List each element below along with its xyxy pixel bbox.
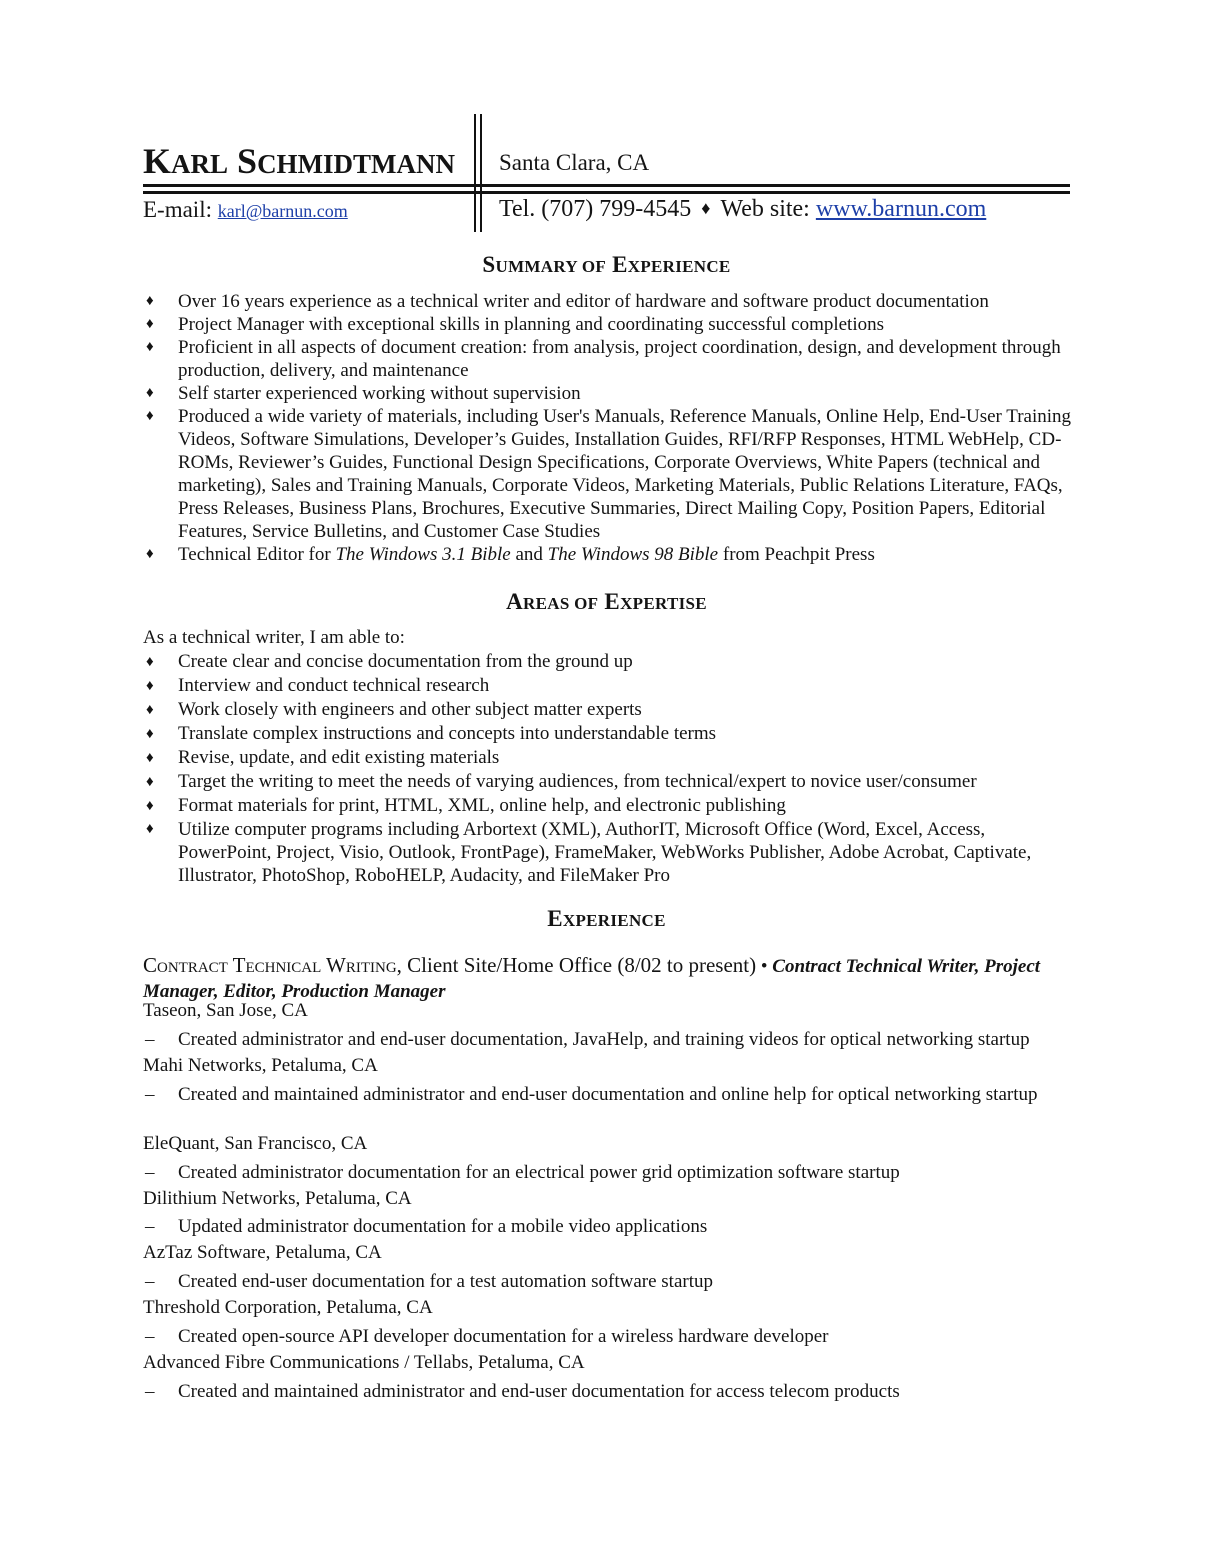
summary-item-text: Produced a wide variety of materials, including User's Manuals, Reference Manuals, Online Help, End-User Training Videos, Software Simulations, Developer’s Guides, Installation Guides, RFI/RFP Responses, HTML WebHelp, CD-ROMs, Reviewer’s Guides, Functional Design Specifications, Corporate Overviews, White Papers (technical and marketing), Sales and Training Manuals, Corporate Videos, Marketing Materials, Public Relations Literature, FAQs, Press Releases, Business Plans, Brochures, Executive Summaries, Direct Mailing Copy, Position Papers, Editorial Features, Service Bulletins, and Customer Case Studies (178, 406, 1072, 542)
expertise-list (143, 626, 1073, 887)
contact-row (499, 196, 986, 223)
client-description-text: Updated administrator documentation for a mobile video applications (178, 1216, 708, 1237)
heading-letter: A (506, 589, 524, 614)
summary-item (143, 336, 1073, 382)
summary-item (143, 382, 1073, 405)
diamond-bullet-icon: ♦ (146, 385, 154, 401)
title-part: ONTRACT (157, 960, 228, 976)
dash-bullet-icon: – (145, 1029, 155, 1050)
summary-item-text: Over 16 years experience as a technical writer and editor of hardware and software product documentation (178, 291, 989, 312)
expertise-item-text: Translate complex instructions and concepts into understandable terms (178, 723, 717, 744)
experience-heading (143, 906, 1070, 932)
client-description-text: Created and maintained administrator and end-user documentation and online help for optical networking startup (178, 1084, 1038, 1105)
client-name: Threshold Corporation, Petaluma, CA (143, 1297, 433, 1318)
name-part: CHMIDTMANN (257, 149, 456, 179)
dash-bullet-icon: – (145, 1326, 155, 1347)
name-letter: K (143, 141, 172, 181)
job-location-dates: , Client Site/Home Office (8/02 to present) (396, 953, 757, 977)
diamond-bullet-icon: ♦ (146, 702, 154, 718)
telephone: Tel. (707) 799-4545 (499, 196, 692, 222)
header-divider-vertical (474, 114, 476, 232)
summary-item-text: Technical Editor for (178, 544, 336, 565)
email-row (143, 197, 348, 223)
title-letter: T (232, 953, 246, 977)
website-label: Web site: (720, 196, 810, 222)
diamond-bullet-icon: ♦ (146, 678, 154, 694)
client-name: Advanced Fibre Communications / Tellabs, Petaluma, CA (143, 1352, 585, 1373)
expertise-item-text: Interview and conduct technical research (178, 675, 490, 696)
summary-item-text: Self starter experienced working without supervision (178, 383, 581, 404)
heading-letter: S (482, 252, 496, 277)
dash-bullet-icon: – (145, 1162, 155, 1183)
expertise-item-text: Revise, update, and edit existing materials (178, 747, 500, 768)
diamond-bullet-icon: ♦ (146, 750, 154, 766)
title-part: RITING (345, 960, 397, 976)
summary-list (143, 290, 1073, 566)
book-title: The Windows 3.1 Bible (335, 544, 511, 565)
client-description (143, 1215, 1073, 1238)
job-role: Contract Technical Writer, Project Manager, Editor, Production Manager (143, 956, 1041, 1002)
diamond-bullet-icon: ♦ (146, 821, 154, 837)
website-link[interactable]: www.barnun.com (815, 196, 987, 222)
heading-part: XPERIENCE (562, 911, 666, 930)
summary-heading (143, 252, 1070, 278)
job-title-block (143, 953, 1073, 1004)
heading-part: UMMARY OF (495, 257, 607, 276)
book-title: The Windows 98 Bible (547, 544, 719, 565)
client-name: Mahi Networks, Petaluma, CA (143, 1055, 378, 1076)
heading-letter: E (604, 589, 621, 614)
diamond-bullet-icon: ♦ (146, 339, 154, 355)
summary-item-text: and (510, 544, 548, 565)
client-name: AzTaz Software, Petaluma, CA (143, 1242, 382, 1263)
client-description (143, 1270, 1073, 1293)
header-rule (143, 191, 1070, 194)
bullet-dot-icon: • (760, 956, 768, 977)
expertise-item-text: Work closely with engineers and other subject matter experts (178, 699, 642, 720)
name-letter: S (237, 141, 258, 181)
expertise-item (143, 746, 1073, 770)
client-name: Taseon, San Jose, CA (143, 1000, 308, 1021)
header-divider-vertical (480, 114, 482, 232)
diamond-bullet-icon: ♦ (146, 774, 154, 790)
summary-item-text: from Peachpit Press (718, 544, 875, 565)
expertise-item-text: Create clear and concise documentation from the ground up (178, 651, 633, 672)
client-name: EleQuant, San Francisco, CA (143, 1133, 368, 1154)
diamond-bullet-icon: ♦ (146, 798, 154, 814)
heading-letter: E (612, 252, 628, 277)
client-name: Dilithium Networks, Petaluma, CA (143, 1188, 412, 1209)
expertise-item (143, 674, 1073, 698)
title-part: ECHNICAL (245, 960, 322, 976)
diamond-bullet-icon: ♦ (146, 293, 154, 309)
heading-letter: E (547, 906, 563, 931)
heading-part: REAS OF (523, 594, 599, 613)
summary-item-text: Project Manager with exceptional skills in planning and coordinating successful completions (178, 314, 885, 335)
diamond-bullet-icon: ♦ (146, 316, 154, 332)
summary-item (143, 290, 1073, 313)
expertise-item (143, 818, 1073, 887)
candidate-name (143, 140, 455, 182)
expertise-item-text: Target the writing to meet the needs of varying audiences, from technical/expert to novice user/consumer (178, 771, 977, 792)
summary-item (143, 405, 1073, 543)
diamond-bullet-icon: ♦ (146, 408, 154, 424)
expertise-item (143, 650, 1073, 674)
client-description-text: Created administrator documentation for an electrical power grid optimization software startup (178, 1162, 900, 1183)
dash-bullet-icon: – (145, 1381, 155, 1402)
dash-bullet-icon: – (145, 1084, 155, 1105)
client-description-text: Created open-source API developer documentation for a wireless hardware developer (178, 1326, 829, 1347)
expertise-item-text: Utilize computer programs including Arbortext (XML), AuthorIT, Microsoft Office (Word, Excel, Access, PowerPoint, Project, Visio, Outlook, FrontPage), FrameMaker, WebWorks Publisher, Adobe Acrobat, Captivate, Illustrator, PhotoShop, RoboHELP, Audacity, and FileMaker Pro (178, 819, 1032, 886)
expertise-item (143, 722, 1073, 746)
client-description-text: Created end-user documentation for a test automation software startup (178, 1271, 713, 1292)
title-letter: W (326, 953, 346, 977)
summary-item (143, 543, 1073, 566)
client-description (143, 1325, 1073, 1348)
dash-bullet-icon: – (145, 1216, 155, 1237)
expertise-item-text: Format materials for print, HTML, XML, online help, and electronic publishing (178, 795, 786, 816)
client-description (143, 1161, 1073, 1184)
diamond-bullet-icon: ♦ (146, 546, 154, 562)
expertise-item (143, 794, 1073, 818)
email-link[interactable]: karl@barnun.com (217, 201, 348, 221)
diamond-separator-icon: ♦ (701, 198, 711, 218)
email-label: E-mail: (143, 197, 212, 222)
heading-part: XPERIENCE (627, 257, 731, 276)
summary-item (143, 313, 1073, 336)
title-letter: C (143, 953, 158, 977)
diamond-bullet-icon: ♦ (146, 726, 154, 742)
name-part: ARL (171, 149, 229, 179)
heading-part: XPERTISE (620, 594, 707, 613)
client-description (143, 1380, 1073, 1403)
diamond-bullet-icon: ♦ (146, 654, 154, 670)
client-description-text: Created administrator and end-user documentation, JavaHelp, and training videos for optical networking startup (178, 1029, 1030, 1050)
client-description-text: Created and maintained administrator and end-user documentation for access telecom products (178, 1381, 900, 1402)
location: Santa Clara, CA (499, 150, 650, 175)
expertise-intro: As a technical writer, I am able to: (143, 627, 405, 648)
client-description (143, 1028, 1073, 1051)
expertise-item (143, 698, 1073, 722)
header-rule (143, 184, 1070, 187)
client-description (143, 1083, 1073, 1106)
summary-item-text: Proficient in all aspects of document creation: from analysis, project coordination, design, and development through production, delivery, and maintenance (178, 337, 1061, 381)
expertise-heading (143, 589, 1070, 615)
dash-bullet-icon: – (145, 1271, 155, 1292)
expertise-item (143, 770, 1073, 794)
